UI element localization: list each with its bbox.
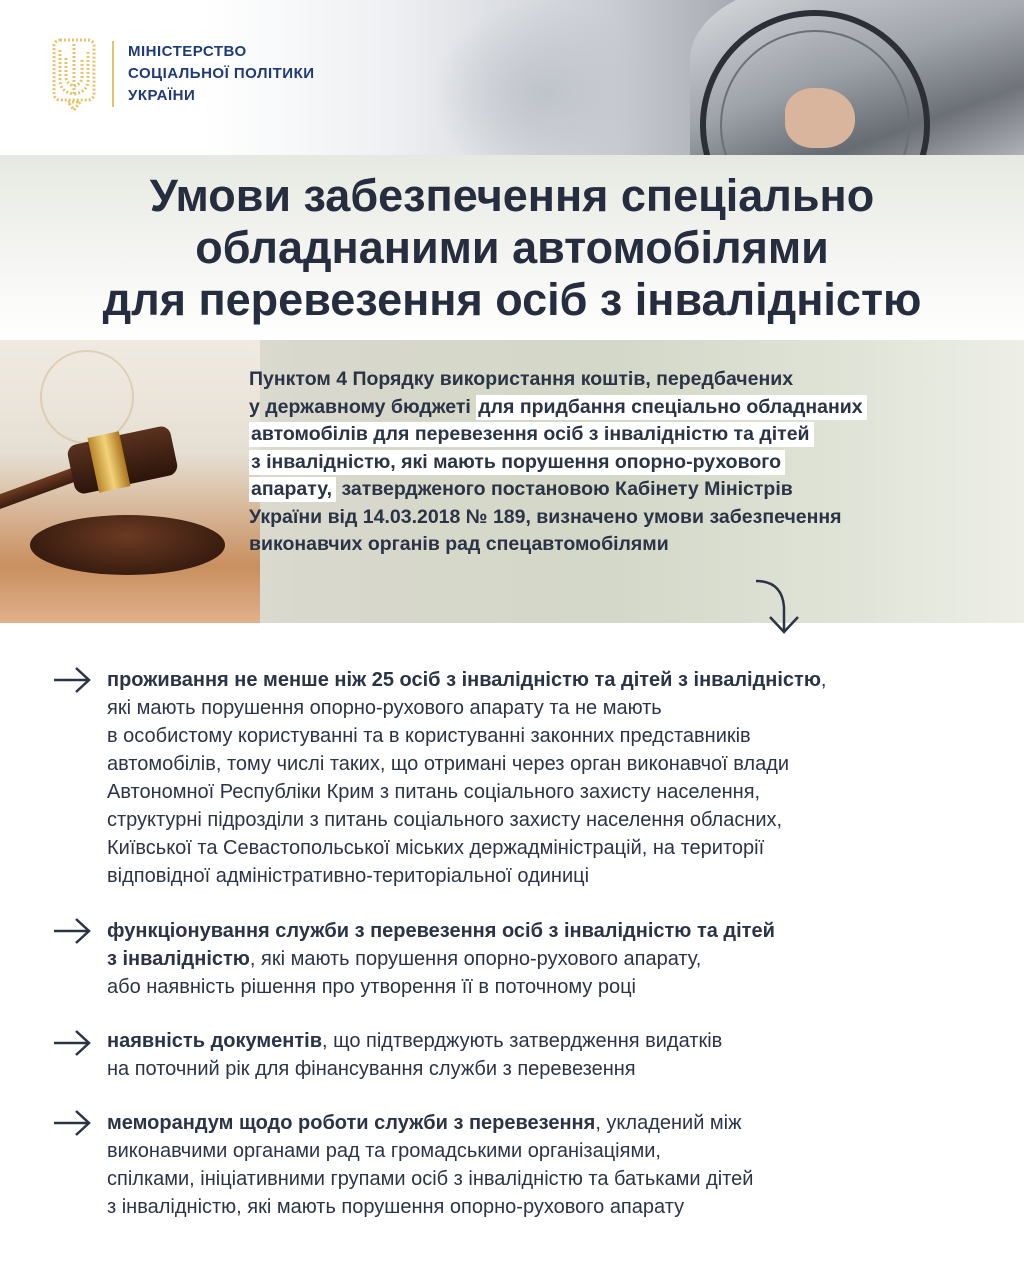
ministry-name-line2: СОЦІАЛЬНОЇ ПОЛІТИКИ bbox=[128, 65, 315, 82]
list-item-rest: , які мають порушення опорно-рухового апарату, bbox=[249, 948, 702, 970]
intro-line: виконавчих органів рад спецавтомобілями bbox=[249, 533, 669, 555]
list-item-line: Автономної Республіки Крим з питань соціального захисту населення, bbox=[107, 781, 761, 803]
hand-image bbox=[785, 88, 855, 148]
curved-down-arrow-icon bbox=[752, 577, 802, 637]
intro-line bbox=[249, 449, 969, 477]
ministry-name-line1: МІНІСТЕРСТВО bbox=[128, 43, 247, 60]
arrow-right-icon bbox=[52, 917, 92, 945]
list-item-line: автомобілів, тому числі таких, що отримані через орган виконавчої влади bbox=[107, 753, 790, 775]
list-item-line bbox=[107, 917, 987, 945]
list-item-rest: , укладений між bbox=[595, 1112, 742, 1134]
list-item-line bbox=[107, 666, 987, 694]
intro-line bbox=[249, 476, 969, 504]
intro-line: Пунктом 4 Порядку використання коштів, передбачених bbox=[249, 368, 794, 390]
list-item-line: виконавчими органами рад та громадськими організаціями, bbox=[107, 1140, 661, 1162]
title-line3: для перевезення осіб з інвалідністю bbox=[102, 274, 922, 325]
list-item-rest: , що підтверджують затвердження видатків bbox=[322, 1030, 723, 1052]
list-item-text bbox=[107, 1109, 987, 1221]
highlighted-text: автомобілів для перевезення осіб з інвалідністю та дітей bbox=[249, 422, 814, 447]
page-title bbox=[0, 170, 1024, 326]
gavel-sound-block-image bbox=[30, 515, 225, 575]
intro-text-segment: у державному бюджеті bbox=[249, 395, 477, 418]
ministry-logo bbox=[50, 36, 315, 112]
title-line1: Умови забезпечення спеціально bbox=[149, 170, 875, 221]
list-item-bold: наявність документів bbox=[107, 1030, 322, 1052]
list-item-line bbox=[107, 945, 987, 973]
list-item-line: з інвалідністю, які мають порушення опорно-рухового апарату bbox=[107, 1196, 685, 1218]
list-item-bold: функціонування служби з перевезення осіб з інвалідністю та дітей bbox=[107, 920, 775, 942]
list-item-text bbox=[107, 917, 987, 1001]
list-item-line: в особистому користуванні та в користуванні законних представників bbox=[107, 725, 751, 747]
list-item-line: структурні підрозділи з питань соціального захисту населення обласних, bbox=[107, 809, 783, 831]
list-item-line: на поточний рік для фінансування служби з перевезення bbox=[107, 1058, 636, 1080]
arrow-right-icon bbox=[52, 1029, 92, 1057]
ministry-name bbox=[112, 41, 315, 107]
list-item-bold: проживання не менше ніж 25 осіб з інвалідністю та дітей з інвалідністю bbox=[107, 669, 821, 691]
scales-image bbox=[40, 350, 134, 444]
list-item-line bbox=[107, 1109, 987, 1137]
title-line2: обладнаними автомобілями bbox=[195, 222, 829, 273]
arrow-right-icon bbox=[52, 1109, 92, 1137]
arrow-right-icon bbox=[52, 666, 92, 694]
list-item-rest: , bbox=[820, 669, 827, 691]
intro-text-segment: затвердженого постановою Кабінету Міністрів bbox=[336, 478, 793, 500]
intro-paragraph bbox=[249, 366, 969, 559]
list-item-bold: з інвалідністю bbox=[107, 948, 250, 970]
list-item-bold: меморандум щодо роботи служби з перевезення bbox=[107, 1112, 596, 1134]
list-item-text bbox=[107, 1027, 987, 1083]
intro-line bbox=[249, 421, 969, 449]
list-item-line: спілками, ініціативними групами осіб з інвалідністю та батьками дітей bbox=[107, 1168, 754, 1190]
list-item-text bbox=[107, 666, 987, 890]
highlighted-text: з інвалідністю, які мають порушення опорно-рухового bbox=[249, 450, 785, 475]
list-item-line bbox=[107, 1027, 987, 1055]
list-item-line: або наявність рішення про утворення її в поточному році bbox=[107, 976, 637, 998]
intro-line bbox=[249, 394, 969, 422]
list-item-line: Київської та Севастопольської міських держадміністрацій, на території bbox=[107, 837, 765, 859]
intro-line: України від 14.03.2018 № 189, визначено умови забезпечення bbox=[249, 505, 842, 528]
highlighted-text: апарату, bbox=[249, 477, 336, 502]
list-item-line: які мають порушення опорно-рухового апарату та не мають bbox=[107, 697, 662, 719]
ministry-name-line3: УКРАЇНИ bbox=[128, 87, 196, 104]
trident-icon bbox=[50, 36, 98, 112]
background-photo-person bbox=[430, 0, 660, 155]
highlighted-text: для придбання спеціально обладнаних bbox=[476, 395, 866, 420]
list-item-line: відповідної адміністративно-територіальної одиниці bbox=[107, 865, 590, 887]
